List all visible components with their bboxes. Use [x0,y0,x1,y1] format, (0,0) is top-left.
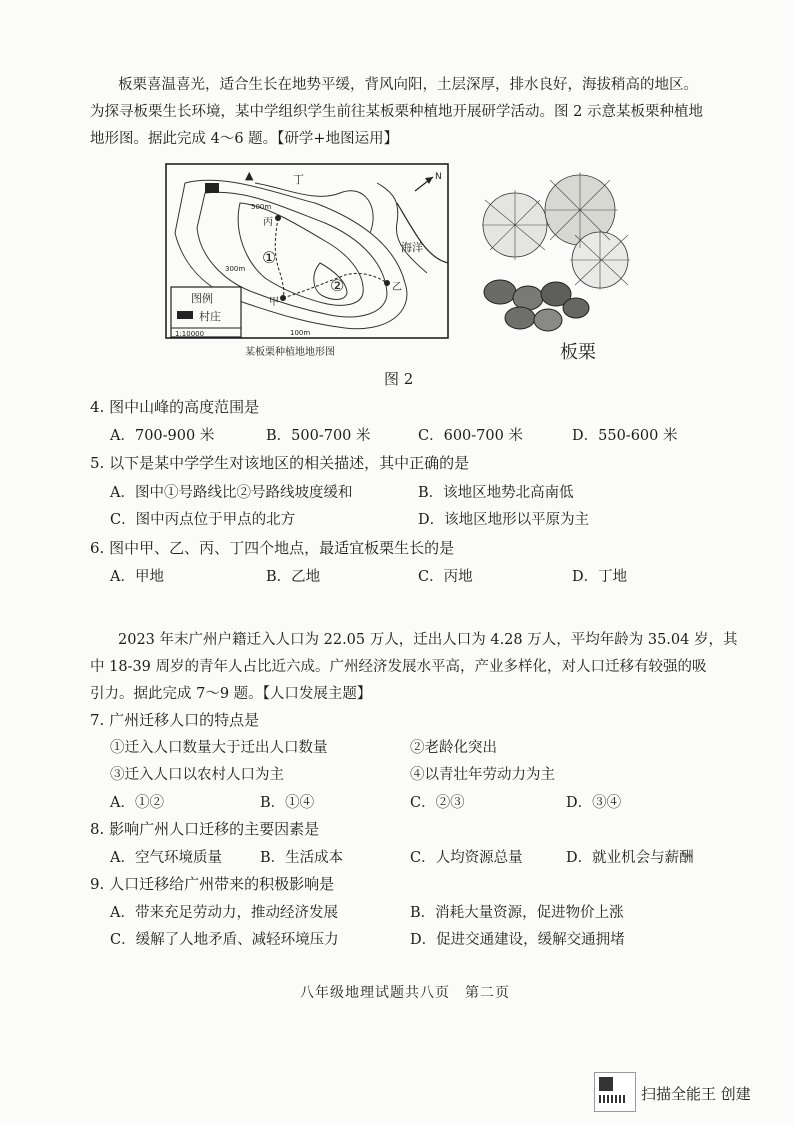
intro-line-2: 为探寻板栗生长环境，某中学组织学生前往某板栗种植地开展研学活动。图 2 示意某板栗种植地 [90,104,703,120]
question-4-stem: 4. 图中山峰的高度范围是 [90,398,260,416]
label-jia: 甲 [269,297,279,308]
q7-option-a[interactable]: A．①② [110,795,164,811]
q4-option-d[interactable]: D．550-600 米 [572,428,678,444]
legend-village-icon [177,311,193,319]
q5-option-a[interactable]: A．图中①号路线比②号路线坡度缓和 [110,485,353,501]
route-2-label: ② [330,276,345,295]
scanner-watermark: 扫描全能王 创建 [641,1085,751,1103]
q5-option-c[interactable]: C．图中丙点位于甲点的北方 [110,512,296,528]
peak-marker: ▲ [245,169,254,182]
q8-option-d[interactable]: D．就业机会与薪酬 [566,850,694,866]
legend-village-label: 村庄 [199,310,221,323]
legend-title: 图例 [191,292,213,305]
q9-option-d[interactable]: D．促进交通建设，缓解交通拥堵 [410,932,625,948]
q4-option-c[interactable]: C．600-700 米 [418,428,523,444]
north-label: N [435,172,442,182]
label-ding: 丁 [293,173,304,186]
q7-statement-1: ①迁入人口数量大于迁出人口数量 [110,740,328,756]
label-yi: 乙 [392,282,402,293]
map-scale: 1:10000 [175,330,205,338]
intro2-line-1: 2023 年末广州户籍迁入人口为 22.05 万人，迁出人口为 4.28 万人，平均年龄为 35.04 岁，其 [118,632,738,648]
question-5-stem: 5. 以下是某中学学生对该地区的相关描述，其中正确的是 [90,454,470,472]
label-bing: 丙 [263,217,273,228]
q8-option-c[interactable]: C．人均资源总量 [410,850,523,866]
q7-statement-2: ②老龄化突出 [410,740,497,756]
contour-100: 100m [290,329,311,337]
label-sea: 海洋 [401,241,423,254]
question-9-stem: 9. 人口迁移给广州带来的积极影响是 [90,875,335,893]
point-yi [384,280,390,286]
map-caption: 某板栗种植地地形图 [245,347,335,358]
q9-option-a[interactable]: A．带来充足劳动力，推动经济发展 [110,905,338,921]
q4-option-b[interactable]: B．500-700 米 [266,428,371,444]
point-bing [275,215,281,221]
question-7-stem: 7. 广州迁移人口的特点是 [90,711,260,729]
q6-option-c[interactable]: C．丙地 [418,569,473,585]
q6-option-a[interactable]: A．甲地 [110,569,164,585]
page-footer: 八年级地理试题共八页 第二页 [300,985,510,1001]
scanner-logo-icon [594,1072,636,1112]
figure-label: 图 2 [384,370,414,388]
q6-option-b[interactable]: B．乙地 [266,569,321,585]
q5-option-d[interactable]: D．该地区地形以平原为主 [418,512,590,528]
q6-option-d[interactable]: D．丁地 [572,569,628,585]
route-1-label: ① [262,248,277,267]
q7-option-d[interactable]: D．③④ [566,795,622,811]
q7-option-b[interactable]: B．①④ [260,795,315,811]
contour-500: 500m [251,203,272,211]
village-icon [205,183,219,193]
q4-option-a[interactable]: A．700-900 米 [110,428,215,444]
contour-300: 300m [225,265,246,273]
q7-option-c[interactable]: C．②③ [410,795,465,811]
q7-statement-3: ③迁入人口以农村人口为主 [110,767,284,783]
intro2-line-2: 中 18-39 周岁的青年人占比近六成。广州经济发展水平高，产业多样化，对人口迁移有较强的吸 [90,659,707,675]
topographic-map [165,163,450,358]
point-jia [280,295,286,301]
q9-option-b[interactable]: B．消耗大量资源，促进物价上涨 [410,905,624,921]
intro-line-3: 地形图。据此完成 4～6 题。【研学+地图运用】 [90,131,399,147]
intro2-line-3: 引力。据此完成 7～9 题。【人口发展主题】 [90,686,372,702]
q8-option-a[interactable]: A．空气环境质量 [110,850,222,866]
question-6-stem: 6. 图中甲、乙、丙、丁四个地点，最适宜板栗生长的是 [90,539,455,557]
q9-option-c[interactable]: C．缓解了人地矛盾、减轻环境压力 [110,932,339,948]
q7-statement-4: ④以青壮年劳动力为主 [410,767,555,783]
q8-option-b[interactable]: B．生活成本 [260,850,344,866]
question-8-stem: 8. 影响广州人口迁移的主要因素是 [90,820,320,838]
intro-line-1: 板栗喜温喜光，适合生长在地势平缓，背风向阳，土层深厚，排水良好，海拔稍高的地区。 [118,77,698,93]
chestnut-label: 板栗 [560,342,596,363]
chestnut-illustration [470,170,645,335]
q5-option-b[interactable]: B．该地区地势北高南低 [418,485,574,501]
